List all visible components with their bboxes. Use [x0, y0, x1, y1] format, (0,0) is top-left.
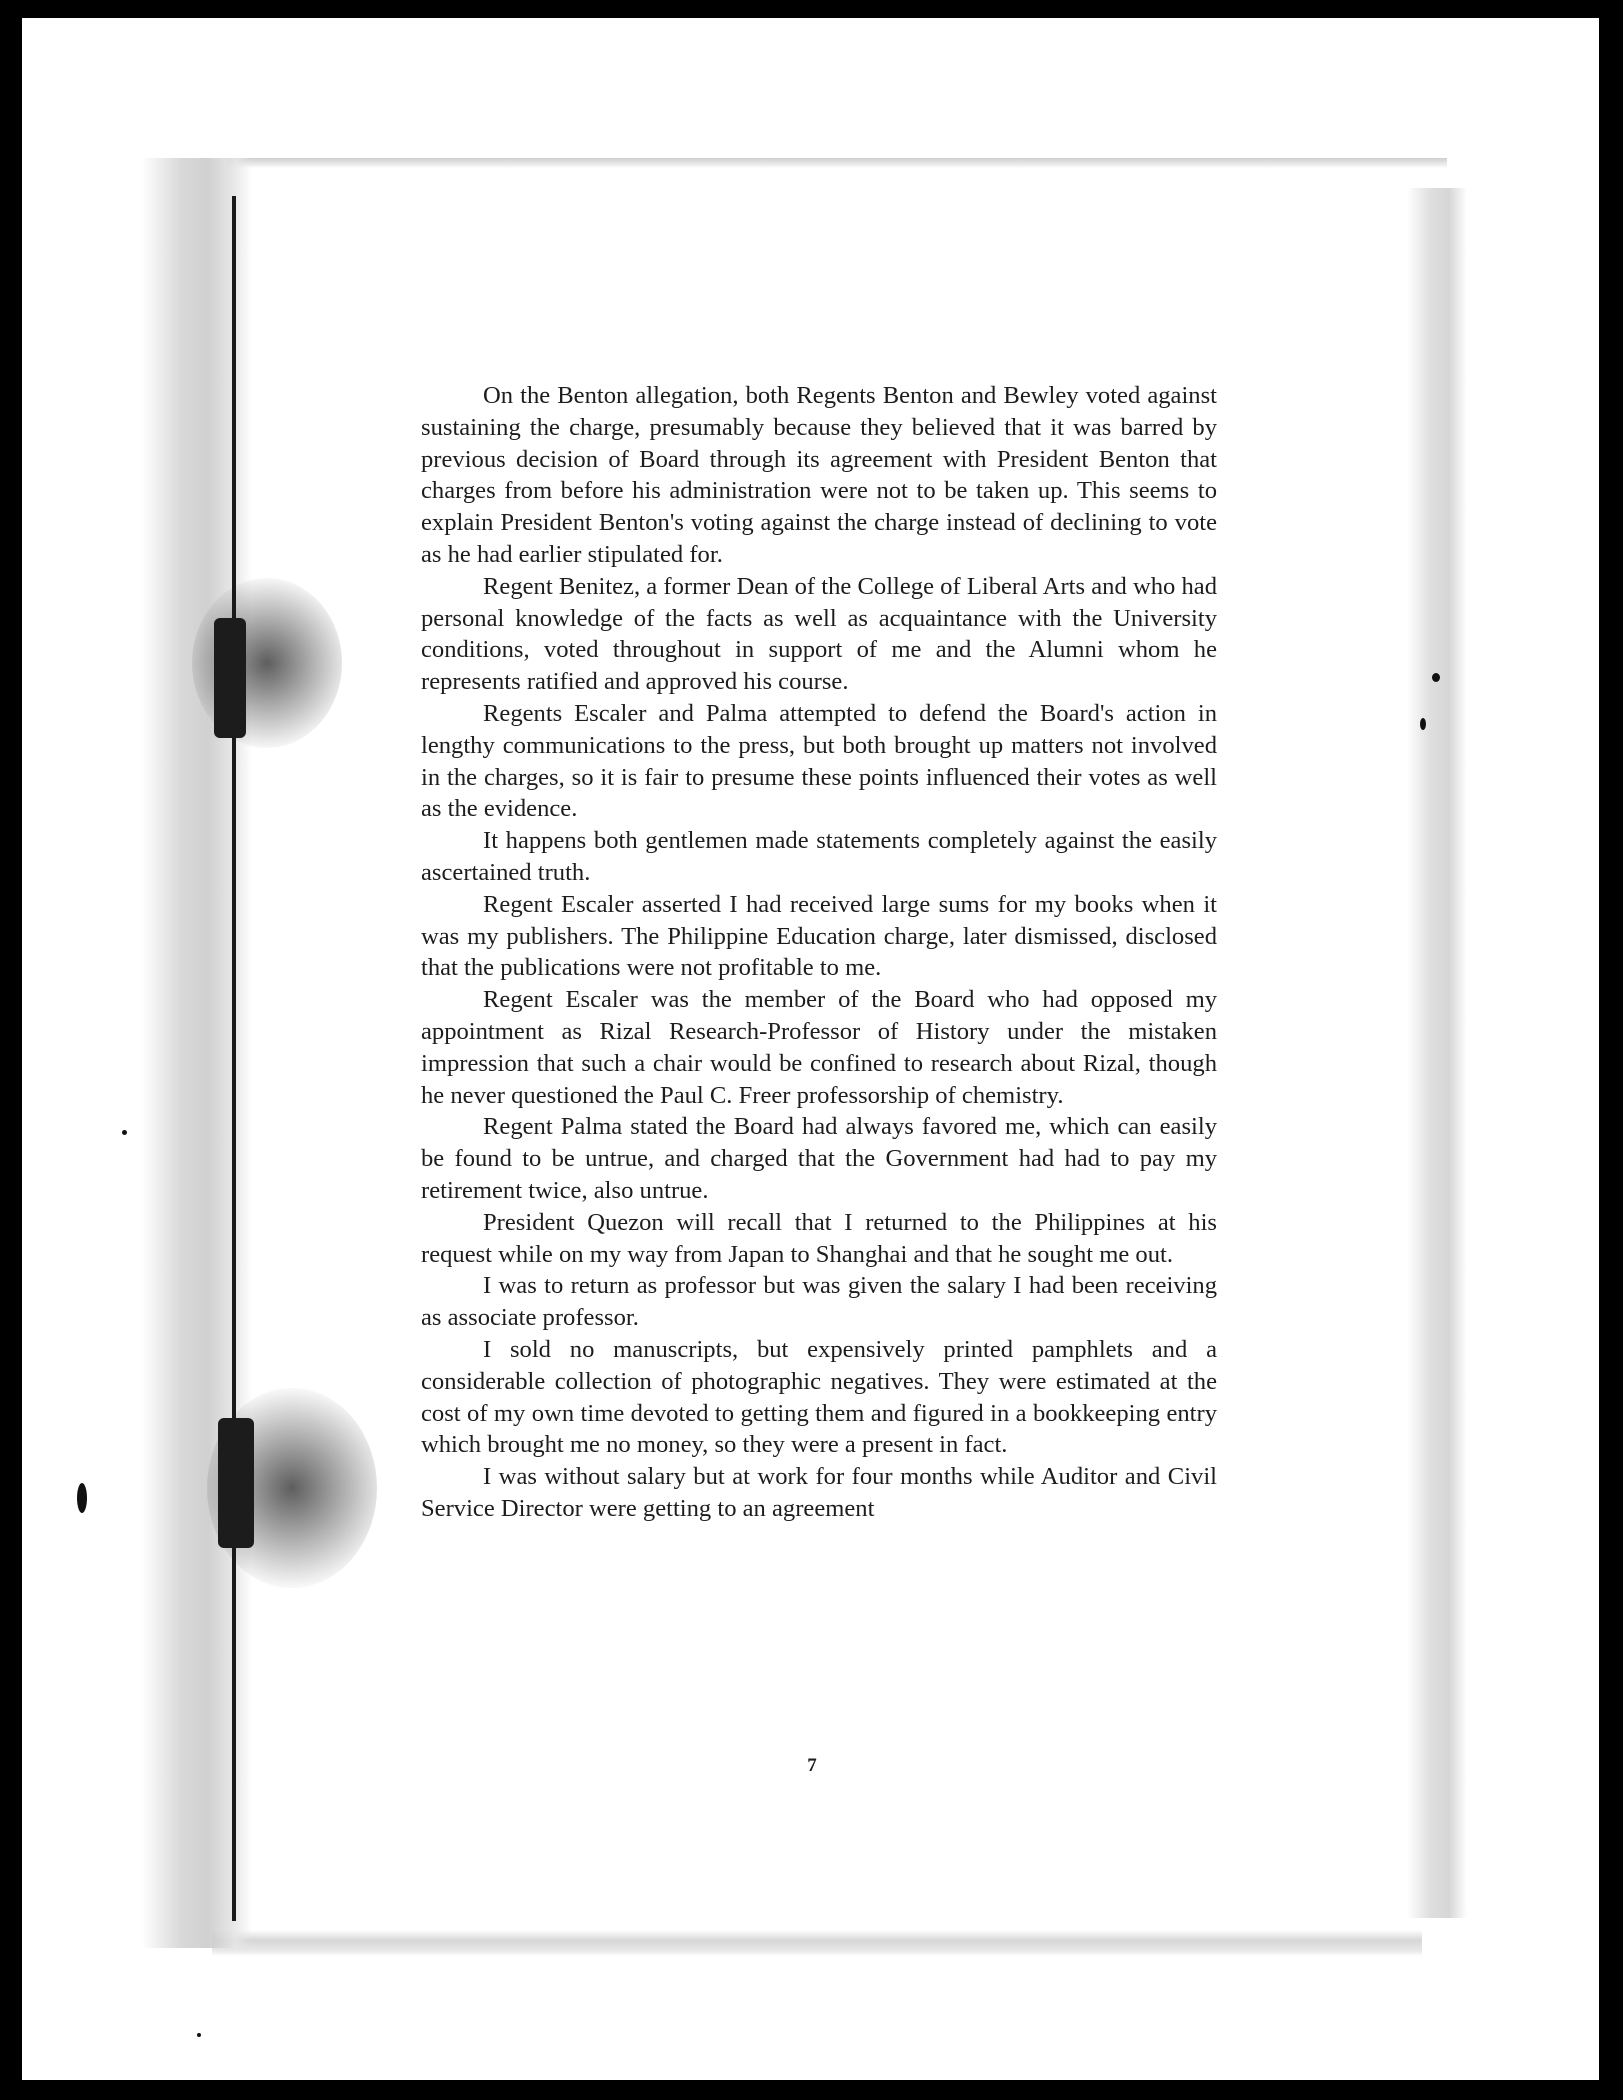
speck [197, 2033, 201, 2037]
paragraph: On the Benton allegation, both Regents Benton and Bewley voted against sustaining the charge, presumably because they believed that it was barred by previous decision of Board through its agreement with President Benton that charges from before his administration were not to be taken up. This seems to explain President Benton's voting against the charge instead of declining to vote as he had earlier stipulated for. [421, 382, 1217, 568]
page-edge-top [227, 158, 1447, 168]
binder-clip [218, 1418, 254, 1548]
speck [122, 1130, 127, 1135]
paragraph: Regent Benitez, a former Dean of the College of Liberal Arts and who had personal knowledge of the facts as well as acquaintance with the University conditions, voted throughout in support of me and the Alumni whom he represents ratified and approved his course. [421, 572, 1217, 696]
speck [77, 1483, 87, 1513]
paragraph: I sold no manuscripts, but expensively printed pamphlets and a considerable collection of photographic negatives. They were estimated at the cost of my own time devoted to getting them and figured in a bookkeeping entry which brought me no money, so they were a present in fact. [421, 1335, 1217, 1459]
paragraph: Regent Palma stated the Board had always favored me, which can easily be found to be untrue, and charged that the Government had had to pay my retirement twice, also untrue. [421, 1113, 1217, 1204]
binder-clip [214, 618, 246, 738]
speck [1432, 673, 1440, 682]
page-number: 7 [807, 1755, 817, 1776]
paragraph: Regent Escaler asserted I had received large sums for my books when it was my publishers. The Philippine Education charge, later dismissed, disclosed that the publications were not profitable to me. [421, 890, 1217, 982]
scanned-page [22, 18, 1599, 2080]
paragraph: It happens both gentlemen made statements completely against the easily ascertained truth. [421, 827, 1217, 886]
body-text [421, 380, 1217, 1525]
paragraph: President Quezon will recall that I returned to the Philippines at his request while on my way from Japan to Shanghai and that he sought me out. [421, 1208, 1217, 1268]
binding-line [232, 196, 236, 1921]
speck [1420, 718, 1426, 730]
paragraph: I was without salary but at work for four months while Auditor and Civil Service Director were getting to an agreement [421, 1463, 1217, 1522]
paragraph: Regents Escaler and Palma attempted to defend the Board's action in lengthy communications to the press, but both brought up matters not involved in the charges, so it is fair to presume these points influenced their votes as well as the evidence. [421, 699, 1217, 823]
page-edge-bottom [212, 1930, 1422, 1956]
page-edge-right [1407, 188, 1467, 1918]
paragraph: I was to return as professor but was given the salary I had been receiving as associate professor. [421, 1272, 1217, 1332]
paragraph: Regent Escaler was the member of the Board who had opposed my appointment as Rizal Research-Professor of History under the mistaken impression that such a chair would be confined to research about Rizal, though he never questioned the Paul C. Freer professorship of chemistry. [421, 986, 1217, 1109]
